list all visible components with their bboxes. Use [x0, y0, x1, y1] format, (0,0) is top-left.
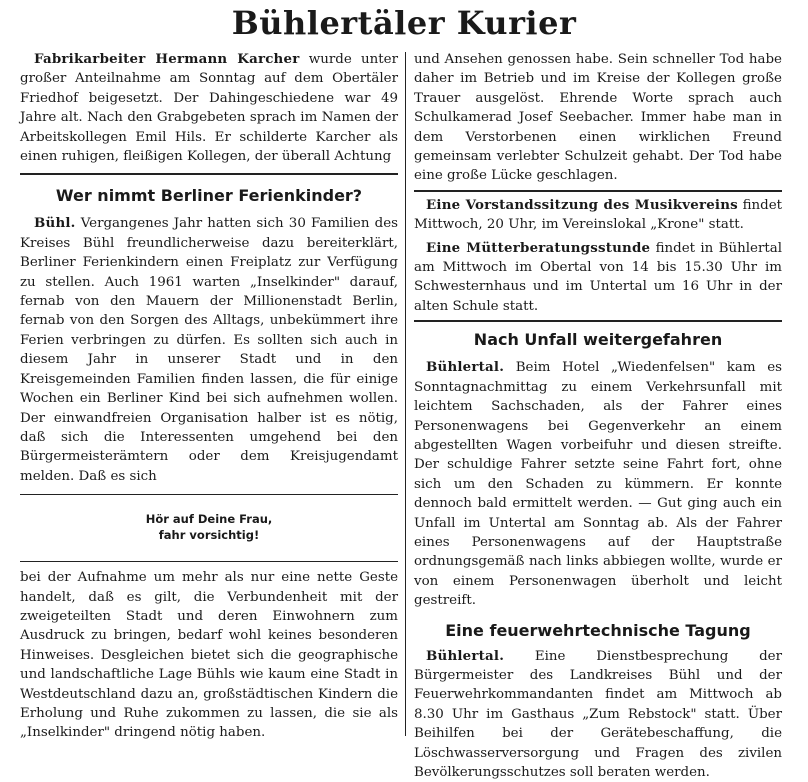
notice-muetterberatung [414, 239, 782, 317]
headline-unfall: Nach Unfall weitergefahren [473, 330, 723, 350]
article-feuerwehr [414, 647, 782, 782]
headline-ferienkinder: Wer nimmt Berliner Ferienkinder? [55, 186, 363, 206]
masthead: Bühlertäler Kurier [231, 4, 577, 42]
notice-lead: Eine Mütterberatungsstunde [426, 239, 651, 256]
section-rule [414, 190, 782, 192]
article-lead: Bühl. [34, 215, 76, 232]
article-unfall [414, 358, 782, 610]
article-text: Eine Dienstbesprechung der Bürgermeister des Landkreises Bühl und der Feuerwehrkommandanten findet am Mittwoch ab 8.30 Uhr im Gasthaus „Zum Rebstock" statt. Über Beihilfen bei der Gerätebeschaffung, die Löschwasserversorgung und Fragen des zivilen Bevölkerungsschutzes soll beraten werden. [414, 648, 782, 780]
notice-musikverein [414, 196, 782, 235]
article-obituary-continuation: und Ansehen genossen habe. Sein schneller Tod habe daher im Betrieb und im Kreise der Kollegen große Trauer ausgelöst. Ehrende Worte sprach auch Schulkamerad Josef Seebacher. Immer habe man in dem Verstorbenen einen wirklichen Freund gemeinsam verlebter Schulzeit gehabt. Der Tod habe eine große Lücke geschlagen. [414, 52, 782, 184]
left-column [20, 50, 398, 743]
article-lead: Fabrikarbeiter Hermann Karcher [34, 51, 300, 67]
headline-feuerwehr: Eine feuerwehrtechnische Tagung [445, 620, 751, 640]
article-text: Beim Hotel „Wiedenfelsen" kam es Sonntagnachmittag zu einem Verkehrsunfall mit leichtem Sachschaden, als der Fahrer eines Personenwagens bei Gegenverkehr an einem abgestellten Wagen vorbeifuhr und diesen streifte. Der schuldige Fahrer setzte seine Fahrt fort, ohne sich um den Schaden zu kümmern. Er konnte dennoch bald ermittelt werden. — Gut ging auch ein Unfall im Untertal am Sonntag ab. Als der Fahrer eines Personenwagens auf der Hauptstraße ordnungsgemäß nach links abbiegen wollte, wurde er von einem Personenwagen überholt und leicht gestreift. [414, 360, 782, 609]
column-divider [405, 52, 406, 736]
article-ferienkinder-continuation: bei der Aufnahme um mehr als nur eine nette Geste handelt, daß es gilt, die Verbundenheit mit der zweigeteilten Stadt und deren Einwohnern zum Ausdruck zu bringen, bedarf wohl keines besonderen Hinweises. Desgleichen bietet sich die geographische und landschaftliche Lage Bühls wie kaum eine Stadt in Westdeutschland dazu an, großstädtischen Kindern die Erholung und Ruhe zukommen zu lassen, die sie als „Inselkinder" dringend nötig haben. [20, 570, 398, 741]
article-text: Vergangenes Jahr hatten sich 30 Familien des Kreises Bühl freundlicherweise dazu bereiterklärt, Berliner Ferienkindern einen Freiplatz zur Verfügung zu stellen. Auch 1961 warten „Inselkinder" darauf, fernab von den Mauern der Millionenstadt Berlin, fernab von den Sorgen des Alltags, unbekümmert ihre Ferien verbringen zu dürfen. Es sollten sich auch in diesem Jahr in unserer Stadt und in den Kreisgemeinden Familien finden lassen, die für einige Wochen ein Berliner Kind bei sich aufnehmen wollen. Der einwandfreien Organisation halber ist es nötig, daß sich die Interessenten umgehend bei den Bürgermeisterämtern oder dem Kreisjugendamt melden. Daß es sich [20, 216, 398, 484]
article-text: wurde unter großer Anteilnahme am Sonntag auf dem Obertäler Friedhof beigesetzt. Der Dahingeschiedene war 49 Jahre alt. Nach den Grabgebeten sprach im Namen der Arbeitskollegen Emil Hils. Er schilderte Karcher als einen ruhigen, fleißigen Kollegen, der überall Achtung [20, 52, 398, 165]
slogan-line: fahr vorsichtig! [158, 528, 260, 543]
notice-lead: Eine Vorstandssitzung des Musikvereins [426, 196, 738, 213]
notice-text: findet in Bühlertal am Mittwoch im Obertal von 14 bis 15.30 Uhr im Schwesternhaus und im Untertal um 16 Uhr in der alten Schule statt. [414, 240, 782, 314]
section-rule [20, 561, 398, 562]
notice-text: findet Mittwoch, 20 Uhr, im Vereinslokal „Krone" statt. [414, 197, 782, 233]
section-rule [414, 320, 782, 322]
article-lead: Bühlertal. [426, 359, 505, 376]
slogan-box [20, 511, 398, 543]
article-lead: Bühlertal. [426, 647, 505, 664]
section-rule [20, 173, 398, 175]
article-obituary [20, 50, 398, 166]
slogan-line: Hör auf Deine Frau, [145, 512, 273, 527]
article-ferienkinder [20, 214, 398, 486]
section-rule [20, 494, 398, 495]
right-column [414, 50, 782, 782]
